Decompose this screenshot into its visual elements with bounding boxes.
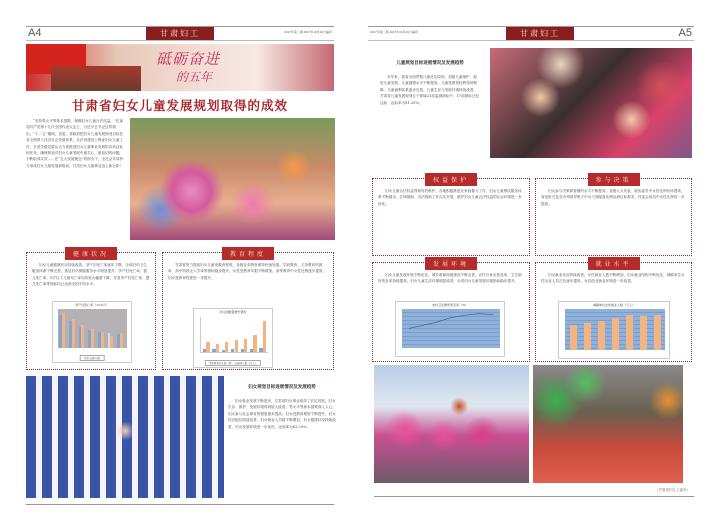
masthead: 甘肃妇工 xyxy=(146,27,214,40)
children-costume-photo xyxy=(490,48,692,158)
section-tag: 参与决策 xyxy=(587,173,639,186)
section-tag: 权益保护 xyxy=(425,173,477,186)
section-employment xyxy=(535,262,692,362)
divider xyxy=(374,496,694,497)
chart-legend: 学前教育幼儿园（所） 在园幼儿数（万人） xyxy=(205,360,261,366)
page-number: A5 xyxy=(678,27,692,39)
lower-article-title: 妇女规划目标进展情况及发展趋势 xyxy=(248,385,316,390)
chart-title: 农村卫生厕所普及率（%） xyxy=(432,303,468,307)
page-header xyxy=(368,26,694,41)
parade-photo xyxy=(533,365,683,483)
chart-plot xyxy=(565,309,665,350)
chart-title: 幼儿园数量增长情况 xyxy=(219,310,247,314)
section-text: 妇女儿童发展环境不断优化。城乡基础设施建设不断完善，农村自来水普及率、卫生厕所普及率持续提高，妇女儿童生活环境明显改善，全省妇女儿童发展环境指标稳步提升。 xyxy=(378,273,522,284)
main-title: 甘肃省妇女儿童发展规划取得的成效 xyxy=(71,98,288,113)
page-a5 xyxy=(360,0,720,520)
section-text: 甘肃省努力提高妇女儿童受教育程度，各级各类教育保持快速发展。学前教育、义务教育巩固率、高中阶段毛入学率等指标稳步提升。女性受教育年限不断增加，高等教育中女性比例逐步提高，妇女受教育程度进一步提升。 xyxy=(168,263,327,280)
intro-text: “坚持男女平等基本国策，保障妇女儿童合法权益。”在谋划共产党第十九次全国代表大会上，习近平总书记这样指出。“十二五”期间，省委、省政府把妇女儿童发展规划目标任务全面纳入经济社会发展体系，从法治建设上保证妇女儿童工作，全省各级党政从大力度推进妇女儿童事业发展的各项目标和任务，确保规划对妇女儿童发展中最关心、最迫切的问题，不断取得实效……在“五大发展理念”的指引下，全社会共同努力形成妇女儿童发展新格局，甘肃妇女儿童事业迈上新台阶！ xyxy=(26,119,124,168)
section-text: 妇女儿童健康状况持续改善。孕产妇死亡率逐年下降，全省妇幼卫生服务体系不断完善，基层妇幼保健服务水平明显提升。孕产妇死亡率、婴儿死亡率、5岁以下儿童死亡率均有较大幅度下降，甘肃孕产妇死亡率、婴儿死亡率等指标均已达到全国平均水平。 xyxy=(32,263,150,287)
tiananmen-image xyxy=(51,66,141,91)
chart-legend: 甘肃 全国 目标 xyxy=(80,355,105,361)
line-series xyxy=(402,309,500,348)
section-text: 妇女就业状况持续改善。女性就业人数不断增加，妇女就业结构不断优化，城镇单位女性从业人员占比逐步提高，女性创业就业环境进一步改善。 xyxy=(541,273,685,284)
women-tiananmen-photo xyxy=(374,365,529,483)
chart-kindergarten xyxy=(193,308,273,368)
students-photo xyxy=(26,376,224,498)
chart-title: 城镇单位女性就业人数（万人） xyxy=(592,303,635,307)
section-tag: 就业水平 xyxy=(587,257,639,270)
chart-toilet-rate xyxy=(395,301,505,357)
divider xyxy=(26,504,334,505)
section-decision xyxy=(535,178,692,256)
issue-info: 2017年第二期 2017年10月20日编印 xyxy=(284,30,332,34)
page-number: A4 xyxy=(28,27,42,39)
women-flowers-photo xyxy=(130,118,335,240)
chart-title: 孕产妇死亡率（1/10万） xyxy=(75,303,109,307)
section-health xyxy=(26,252,156,370)
section-tag: 健康状况 xyxy=(65,247,117,260)
banner-title: 砥砺奋进 xyxy=(156,50,221,68)
section-text: 妇女参与决策和管理的水平不断提高。各级人大代表、政协委员中女性比例有所提高，省直机关及各市州领导班子中女干部配备比例达到目标要求，村委会成员中女性比例进一步提高。 xyxy=(541,189,685,206)
chart-plot xyxy=(402,309,500,348)
banner-subtitle: 的五年 xyxy=(176,70,213,84)
section-education xyxy=(162,252,334,370)
chart-maternal-mortality xyxy=(52,301,132,363)
chart-plot xyxy=(200,317,268,353)
lower-article-text: 妇女事业发展不断进步，甘肃省妇女事业取得了长足进展。妇女生存、保护、发展环境得到较大改善，男女平等基本国策深入人心，妇女参与社会事务的程度逐步提高。妇女受教育程度不断提升，妇女经济地位明显改善，妇女就业人员数不断增加，妇女健康状况持续改善，妇女发展环境进一步优化，达到率为81.20%。 xyxy=(228,399,336,429)
photo-caption: （甘肃省妇儿工委办） xyxy=(655,488,690,492)
section-environment xyxy=(372,262,530,362)
chart-plot xyxy=(58,309,127,348)
top-article-title: 儿童规划目标进展情况及发展趋势 xyxy=(396,61,464,66)
chart-female-employment xyxy=(558,301,670,359)
banner xyxy=(26,44,334,91)
section-tag: 教育程度 xyxy=(222,247,274,260)
page-header xyxy=(26,26,334,41)
section-rights xyxy=(372,178,530,256)
section-tag: 发展环境 xyxy=(425,257,477,270)
section-text: 妇女儿童合法权益得到有效维护。各地积极推进反家庭暴力工作，妇女儿童维权服务体系不断健全，法律援助、司法救助工作扎实开展，维护妇女儿童合法权益的社会环境进一步优化。 xyxy=(378,189,522,206)
issue-info: 2017年第二期 2017年10月20日编印 xyxy=(370,30,418,34)
top-article-text: 多年来，我省全面贯彻儿童优先原则，加强儿童保护，促进儿童发展。儿童健康水平不断提高，儿童受教育权利得到保障，儿童福利体系逐步完善，儿童生存与发展环境持续改善。甘肃省儿童发展规划五个领域21项监测指标中，17项指标已经达标，达标率为81.25%。 xyxy=(380,75,479,105)
masthead: 甘肃妇工 xyxy=(506,27,574,40)
